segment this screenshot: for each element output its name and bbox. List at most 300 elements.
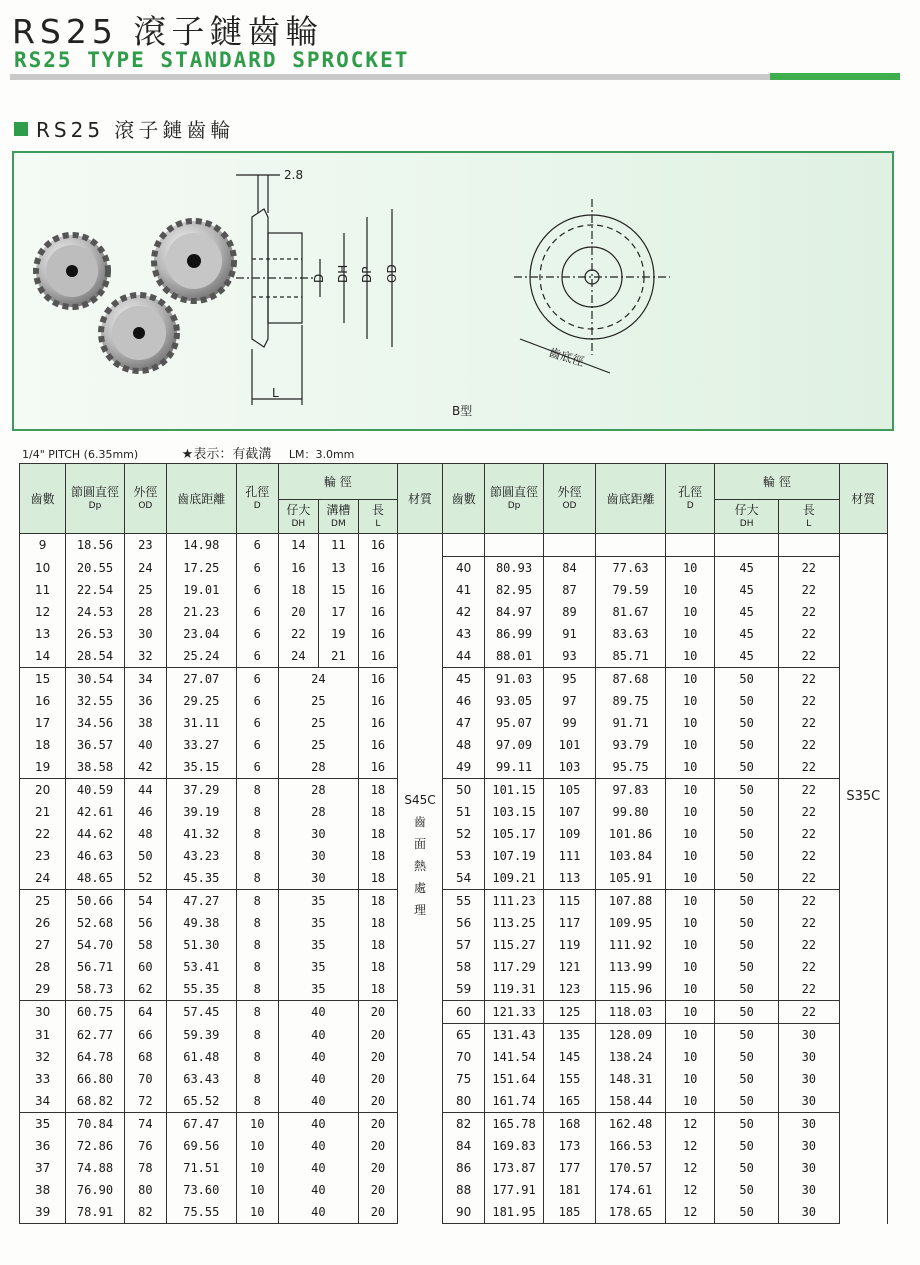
table-cell: 50	[715, 1157, 779, 1179]
table-cell: 113.25	[485, 912, 544, 934]
table-cell: 27	[20, 934, 66, 956]
table-cell: 89	[543, 601, 595, 623]
table-cell: 14.98	[166, 534, 236, 557]
table-cell: 10	[666, 1001, 715, 1024]
table-cell: 177.91	[485, 1179, 544, 1201]
table-cell: 14	[278, 534, 318, 557]
table-cell: 115.96	[596, 978, 666, 1001]
table-cell: 10	[666, 690, 715, 712]
col-dp: 節圓直徑 Dp	[66, 464, 125, 534]
product-figure-panel	[12, 151, 894, 431]
table-cell: 6	[236, 645, 278, 668]
table-cell: 103.15	[485, 801, 544, 823]
col-od: 外徑 OD	[124, 464, 166, 534]
table-cell: 10	[666, 801, 715, 823]
table-cell: 6	[236, 579, 278, 601]
col-hub-dh: 仔大 DH	[278, 500, 318, 534]
table-cell: 30	[779, 1201, 840, 1224]
table-cell: 40	[278, 1090, 358, 1113]
table-cell: 10	[666, 712, 715, 734]
table-cell: 56	[443, 912, 485, 934]
table-cell: 90	[443, 1201, 485, 1224]
table-cell: 37	[20, 1157, 66, 1179]
table-cell: 181	[543, 1179, 595, 1201]
table-cell: 50	[715, 1024, 779, 1047]
spec-table-body	[20, 534, 888, 1224]
table-cell: 8	[236, 934, 278, 956]
table-cell: 22	[779, 601, 840, 623]
table-cell: 162.48	[596, 1113, 666, 1136]
table-cell: 40	[278, 1201, 358, 1224]
table-cell: 50	[715, 912, 779, 934]
table-cell: 119	[543, 934, 595, 956]
table-cell: 50	[715, 690, 779, 712]
front-view-drawing	[514, 199, 670, 373]
table-cell: 60.75	[66, 1001, 125, 1024]
table-row	[20, 557, 888, 580]
table-cell: 12	[20, 601, 66, 623]
table-cell: 48	[124, 823, 166, 845]
table-cell: 93.79	[596, 734, 666, 756]
table-cell: 109	[543, 823, 595, 845]
table-cell: 56	[124, 912, 166, 934]
table-cell: 23.04	[166, 623, 236, 645]
table-cell: 89.75	[596, 690, 666, 712]
table-cell: 30	[779, 1090, 840, 1113]
table-cell: 10	[666, 1090, 715, 1113]
table-cell: 33	[20, 1068, 66, 1090]
table-cell: 56.71	[66, 956, 125, 978]
col-dp-r: 節圓直徑 Dp	[485, 464, 544, 534]
table-cell: 50	[715, 712, 779, 734]
table-cell: 45	[715, 623, 779, 645]
material-left-text: 處	[414, 881, 427, 895]
star-note: ★表示：有截溝	[181, 447, 272, 462]
table-cell: 22	[779, 845, 840, 867]
table-cell: 27.07	[166, 668, 236, 691]
table-row	[20, 978, 888, 1001]
table-cell: 50	[715, 756, 779, 779]
table-cell: 138.24	[596, 1046, 666, 1068]
table-cell: 72.86	[66, 1135, 125, 1157]
table-cell: 22	[779, 912, 840, 934]
table-cell: 23	[124, 534, 166, 557]
table-cell: 40	[278, 1113, 358, 1136]
table-cell: 23	[20, 845, 66, 867]
table-row	[20, 890, 888, 913]
table-row	[20, 779, 888, 802]
table-cell: 76	[124, 1135, 166, 1157]
table-cell: 84.97	[485, 601, 544, 623]
table-cell: 59.39	[166, 1024, 236, 1047]
table-cell: 22	[779, 579, 840, 601]
table-cell: 103.84	[596, 845, 666, 867]
col-hub-l-r: 長 L	[779, 500, 840, 534]
dim-l-label: L	[272, 386, 279, 400]
table-cell: 10	[666, 1046, 715, 1068]
table-cell: 18	[358, 934, 397, 956]
table-cell: 15	[20, 668, 66, 691]
table-cell: 22	[779, 779, 840, 802]
table-cell: 10	[666, 934, 715, 956]
table-cell: 93	[543, 645, 595, 668]
table-row	[20, 734, 888, 756]
table-cell: 8	[236, 956, 278, 978]
table-cell: 36	[124, 690, 166, 712]
table-cell: 42.61	[66, 801, 125, 823]
table-cell: 87	[543, 579, 595, 601]
table-cell: 25	[278, 690, 358, 712]
table-cell: 95.07	[485, 712, 544, 734]
table-cell: 57	[443, 934, 485, 956]
table-cell: 86	[443, 1157, 485, 1179]
table-cell: 39.19	[166, 801, 236, 823]
table-cell: 55.35	[166, 978, 236, 1001]
table-cell: 22	[779, 934, 840, 956]
table-cell: 64.78	[66, 1046, 125, 1068]
col-hub-dm: 溝槽 DM	[318, 500, 358, 534]
table-cell: 10	[666, 978, 715, 1001]
table-cell: 58	[124, 934, 166, 956]
table-cell: 61.48	[166, 1046, 236, 1068]
table-cell: 22	[278, 623, 318, 645]
table-cell: 68	[124, 1046, 166, 1068]
material-left-text: 齒	[414, 815, 427, 829]
table-cell: 117	[543, 912, 595, 934]
table-cell: 22.54	[66, 579, 125, 601]
material-left-text: 理	[414, 903, 427, 917]
table-cell: 165	[543, 1090, 595, 1113]
table-cell: 33.27	[166, 734, 236, 756]
page-title: RS25 滾子鏈齒輪	[12, 12, 324, 51]
table-cell: 72	[124, 1090, 166, 1113]
table-cell: 45	[715, 645, 779, 668]
table-cell: 50	[715, 823, 779, 845]
table-cell: 17	[318, 601, 358, 623]
table-cell: 111.23	[485, 890, 544, 913]
dim-od-label: OD	[385, 264, 399, 283]
table-cell: 40	[278, 1024, 358, 1047]
table-cell: 117.29	[485, 956, 544, 978]
table-cell: 35	[278, 978, 358, 1001]
table-cell: 10	[666, 756, 715, 779]
table-cell: 11	[20, 579, 66, 601]
table-cell: 58.73	[66, 978, 125, 1001]
table-cell: 35.15	[166, 756, 236, 779]
table-cell: 151.64	[485, 1068, 544, 1090]
dim-2-8-label: 2.8	[284, 168, 304, 182]
table-cell: 8	[236, 978, 278, 1001]
spec-table	[19, 463, 888, 1224]
table-cell: 20	[358, 1201, 397, 1224]
table-cell: 44.62	[66, 823, 125, 845]
table-cell: 66	[124, 1024, 166, 1047]
table-cell: 18	[358, 823, 397, 845]
table-cell: 103	[543, 756, 595, 779]
table-cell: 50	[715, 1001, 779, 1024]
table-cell: 115.27	[485, 934, 544, 956]
table-cell: 50	[715, 668, 779, 691]
col-teeth: 齒數	[20, 464, 66, 534]
table-cell: 85.71	[596, 645, 666, 668]
table-cell: 10	[666, 645, 715, 668]
table-cell: 30	[278, 823, 358, 845]
table-cell: 50	[715, 934, 779, 956]
table-cell: 50	[715, 1068, 779, 1090]
table-cell	[715, 534, 779, 557]
table-cell: 50	[715, 867, 779, 890]
table-cell: 30	[779, 1135, 840, 1157]
table-cell: 28.54	[66, 645, 125, 668]
table-cell: 22	[779, 645, 840, 668]
table-cell: 6	[236, 690, 278, 712]
table-cell: 60	[443, 1001, 485, 1024]
col-root-r: 齒底距離	[596, 464, 666, 534]
table-cell: 91	[543, 623, 595, 645]
table-cell: 173.87	[485, 1157, 544, 1179]
table-cell: 70	[124, 1068, 166, 1090]
table-cell: 77.63	[596, 557, 666, 580]
table-cell: 50	[715, 801, 779, 823]
table-cell: 21	[318, 645, 358, 668]
table-cell: 20	[358, 1001, 397, 1024]
table-cell: 21.23	[166, 601, 236, 623]
table-cell: 18	[358, 890, 397, 913]
table-cell: 155	[543, 1068, 595, 1090]
table-row	[20, 956, 888, 978]
table-cell: 50	[715, 734, 779, 756]
table-cell: 54	[124, 890, 166, 913]
table-cell: 9	[20, 534, 66, 557]
table-cell: 28	[124, 601, 166, 623]
table-cell	[779, 534, 840, 557]
table-cell: 12	[666, 1113, 715, 1136]
table-cell: 20	[358, 1068, 397, 1090]
table-row	[20, 934, 888, 956]
table-cell: 66.80	[66, 1068, 125, 1090]
section-heading	[14, 114, 234, 143]
table-cell: 28	[278, 756, 358, 779]
table-cell: 25	[124, 579, 166, 601]
table-cell: 54	[443, 867, 485, 890]
table-cell: 30	[779, 1113, 840, 1136]
col-root: 齒底距離	[166, 464, 236, 534]
table-cell: 16	[358, 601, 397, 623]
table-cell: 118.03	[596, 1001, 666, 1024]
table-cell: 22	[779, 978, 840, 1001]
table-cell: 50	[715, 1179, 779, 1201]
table-cell: 38	[124, 712, 166, 734]
table-cell: 107.19	[485, 845, 544, 867]
dim-dp-label: DP	[360, 266, 374, 283]
table-cell: 169.83	[485, 1135, 544, 1157]
table-cell: 168	[543, 1113, 595, 1136]
table-cell: 36.57	[66, 734, 125, 756]
table-row	[20, 801, 888, 823]
table-cell: 88	[443, 1179, 485, 1201]
table-cell: 45.35	[166, 867, 236, 890]
table-cell: 50	[715, 1135, 779, 1157]
table-cell: 8	[236, 912, 278, 934]
table-cell: 22	[779, 956, 840, 978]
table-cell: 16	[358, 623, 397, 645]
material-left-text: S45C	[404, 793, 436, 807]
table-cell: 25	[278, 734, 358, 756]
table-cell: 25	[20, 890, 66, 913]
table-row	[20, 1113, 888, 1136]
table-cell: 65.52	[166, 1090, 236, 1113]
table-row	[20, 912, 888, 934]
col-hub: 輪 徑	[278, 464, 397, 500]
table-cell: 30	[779, 1046, 840, 1068]
table-cell: 50	[443, 779, 485, 802]
table-cell: 16	[358, 668, 397, 691]
table-cell: 81.67	[596, 601, 666, 623]
lm-note: LM：3.0mm	[288, 448, 355, 461]
table-cell: 53	[443, 845, 485, 867]
table-cell: 88.01	[485, 645, 544, 668]
table-cell: 50	[715, 1090, 779, 1113]
table-cell: 16	[358, 645, 397, 668]
table-cell: 37.29	[166, 779, 236, 802]
table-cell: 97.09	[485, 734, 544, 756]
table-cell: 63.43	[166, 1068, 236, 1090]
table-cell: 22	[779, 712, 840, 734]
table-cell: 52	[443, 823, 485, 845]
table-cell: 131.43	[485, 1024, 544, 1047]
table-cell: 82	[443, 1113, 485, 1136]
table-cell: 30	[779, 1157, 840, 1179]
col-material: 材質	[397, 464, 442, 534]
table-cell: 76.90	[66, 1179, 125, 1201]
table-cell: 39	[20, 1201, 66, 1224]
table-cell: 20	[358, 1024, 397, 1047]
table-cell: 45	[715, 557, 779, 580]
table-cell: 22	[20, 823, 66, 845]
table-cell: 22	[779, 668, 840, 691]
table-cell: 177	[543, 1157, 595, 1179]
table-cell: 32	[20, 1046, 66, 1068]
table-cell: 43	[443, 623, 485, 645]
table-cell: 109.95	[596, 912, 666, 934]
table-row	[20, 1068, 888, 1090]
table-cell: 24	[278, 645, 318, 668]
page-subtitle: RS25 TYPE STANDARD SPROCKET	[14, 48, 410, 72]
table-cell: 25	[278, 712, 358, 734]
table-cell: 91.03	[485, 668, 544, 691]
table-cell: 16	[358, 690, 397, 712]
table-cell: 40	[278, 1135, 358, 1157]
table-cell: 28	[278, 801, 358, 823]
table-cell: 6	[236, 623, 278, 645]
col-hub-dh-r: 仔大 DH	[715, 500, 779, 534]
table-cell: 14	[20, 645, 66, 668]
table-cell: 10	[666, 579, 715, 601]
table-cell: 6	[236, 557, 278, 580]
table-cell: 45	[443, 668, 485, 691]
table-cell: 64	[124, 1001, 166, 1024]
table-cell: 6	[236, 734, 278, 756]
table-cell: 75.55	[166, 1201, 236, 1224]
table-cell: 48	[443, 734, 485, 756]
table-cell: 10	[236, 1179, 278, 1201]
table-cell: 24	[124, 557, 166, 580]
sprocket-drawings	[14, 153, 892, 429]
table-cell: 32	[124, 645, 166, 668]
table-cell: 107.88	[596, 890, 666, 913]
table-cell: 20	[358, 1090, 397, 1113]
section-bullet-icon	[14, 122, 28, 136]
table-row	[20, 1090, 888, 1113]
table-cell: 6	[236, 534, 278, 557]
table-cell: 12	[666, 1201, 715, 1224]
table-cell: 82.95	[485, 579, 544, 601]
table-cell: 47	[443, 712, 485, 734]
table-cell: 125	[543, 1001, 595, 1024]
table-cell: 99.80	[596, 801, 666, 823]
material-left-text: 面	[414, 837, 427, 851]
table-cell: 82	[124, 1201, 166, 1224]
table-cell: 10	[236, 1113, 278, 1136]
table-cell: 50	[715, 845, 779, 867]
col-hub-r: 輪 徑	[715, 464, 839, 500]
table-cell: 69.56	[166, 1135, 236, 1157]
table-cell: 10	[666, 557, 715, 580]
table-cell: 93.05	[485, 690, 544, 712]
table-cell: 105.17	[485, 823, 544, 845]
table-cell: 35	[20, 1113, 66, 1136]
table-cell: 60	[124, 956, 166, 978]
table-cell: 71.51	[166, 1157, 236, 1179]
table-cell: 10	[666, 668, 715, 691]
type-b-label: B型	[452, 404, 473, 418]
table-cell: 55	[443, 890, 485, 913]
material-right-cell: S35C	[839, 534, 887, 1224]
table-cell: 20.55	[66, 557, 125, 580]
table-row	[20, 601, 888, 623]
table-cell: 18.56	[66, 534, 125, 557]
table-cell: 20	[358, 1046, 397, 1068]
table-cell: 16	[20, 690, 66, 712]
table-cell: 18	[358, 912, 397, 934]
table-cell: 8	[236, 1024, 278, 1047]
spec-note	[22, 443, 354, 462]
table-cell: 101	[543, 734, 595, 756]
table-cell: 26.53	[66, 623, 125, 645]
table-row	[20, 1001, 888, 1024]
table-cell: 30	[779, 1068, 840, 1090]
table-cell: 17	[20, 712, 66, 734]
table-cell: 8	[236, 1068, 278, 1090]
table-cell: 40	[278, 1157, 358, 1179]
table-cell: 46.63	[66, 845, 125, 867]
table-cell: 62	[124, 978, 166, 1001]
table-cell: 62.77	[66, 1024, 125, 1047]
table-cell: 51	[443, 801, 485, 823]
table-cell: 16	[358, 712, 397, 734]
table-cell: 6	[236, 756, 278, 779]
table-cell: 166.53	[596, 1135, 666, 1157]
table-cell: 65	[443, 1024, 485, 1047]
table-cell: 18	[358, 779, 397, 802]
table-cell: 95	[543, 668, 595, 691]
table-cell: 19	[20, 756, 66, 779]
table-cell: 50	[715, 779, 779, 802]
table-cell: 22	[779, 756, 840, 779]
table-cell: 121.33	[485, 1001, 544, 1024]
table-cell: 21	[20, 801, 66, 823]
table-cell: 44	[124, 779, 166, 802]
